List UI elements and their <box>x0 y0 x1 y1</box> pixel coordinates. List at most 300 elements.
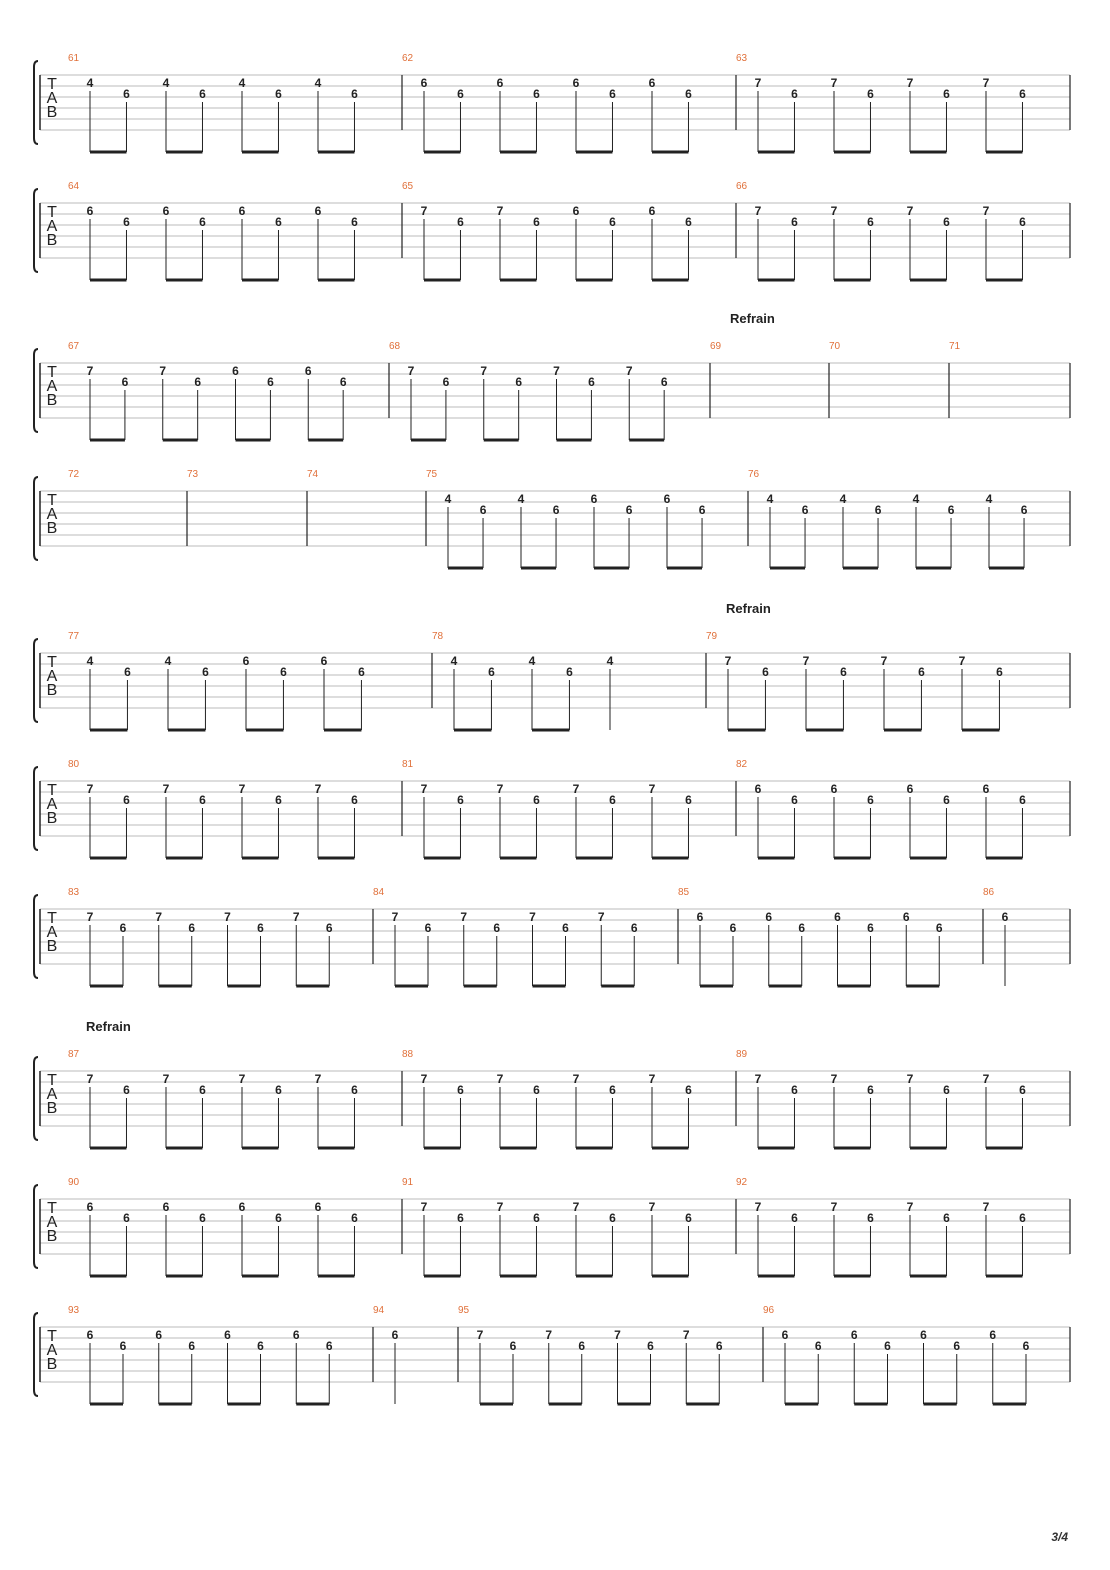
tab-system <box>34 53 1070 152</box>
tab-clef-letter: T <box>47 76 57 93</box>
fret-number: 4 <box>606 654 614 668</box>
fret-number: 6 <box>457 215 464 229</box>
measure-number: 84 <box>373 887 385 898</box>
fret-number: 7 <box>460 910 468 924</box>
fret-number: 7 <box>648 1200 656 1214</box>
fret-number: 6 <box>609 215 616 229</box>
tab-clef-letter: T <box>47 1200 57 1217</box>
fret-number: 6 <box>943 215 950 229</box>
fret-number: 7 <box>314 782 322 796</box>
tab-clef-letter: T <box>47 1072 57 1089</box>
fret-number: 6 <box>420 76 428 90</box>
fret-number: 6 <box>625 503 633 517</box>
tab-system <box>34 469 1070 568</box>
tab-system <box>34 601 1070 730</box>
fret-number: 7 <box>476 1328 484 1342</box>
measure-number: 74 <box>307 469 319 480</box>
system-bracket <box>34 189 38 272</box>
fret-number: 7 <box>982 204 990 218</box>
fret-number: 6 <box>867 793 874 807</box>
fret-number: 6 <box>533 215 540 229</box>
fret-number: 6 <box>935 921 943 935</box>
tab-clef-letter: T <box>47 204 57 221</box>
measure-number: 73 <box>187 469 199 480</box>
measure-number: 71 <box>949 341 961 352</box>
tab-clef-letter: T <box>47 492 57 509</box>
fret-number: 6 <box>791 1211 798 1225</box>
fret-number: 6 <box>648 76 656 90</box>
fret-number: 6 <box>566 665 573 679</box>
tab-clef-letter: B <box>46 1228 58 1245</box>
page-number: 3/4 <box>1051 1530 1068 1544</box>
fret-number: 7 <box>802 654 810 668</box>
fret-number: 4 <box>86 76 94 90</box>
fret-number: 6 <box>791 793 798 807</box>
fret-number: 4 <box>985 492 993 506</box>
fret-number: 7 <box>724 654 732 668</box>
measure-number: 76 <box>748 469 760 480</box>
fret-number: 6 <box>830 782 838 796</box>
tab-clef-letter: B <box>46 104 58 121</box>
fret-number: 6 <box>424 921 432 935</box>
fret-number: 6 <box>590 492 598 506</box>
fret-number: 4 <box>238 76 246 90</box>
fret-number: 7 <box>545 1328 553 1342</box>
fret-number: 6 <box>119 1339 127 1353</box>
fret-number: 7 <box>572 1072 580 1086</box>
fret-number: 7 <box>958 654 966 668</box>
fret-number: 6 <box>1019 793 1026 807</box>
tab-clef-letter: T <box>47 1328 57 1345</box>
fret-number: 6 <box>867 1083 874 1097</box>
tab-clef-letter: A <box>46 1342 58 1359</box>
fret-number: 7 <box>648 1072 656 1086</box>
tab-clef-letter: B <box>46 810 58 827</box>
fret-number: 6 <box>533 1211 540 1225</box>
tab-clef-letter: A <box>46 1086 58 1103</box>
fret-number: 6 <box>162 1200 170 1214</box>
fret-number: 6 <box>953 1339 961 1353</box>
fret-number: 6 <box>1019 1211 1026 1225</box>
fret-number: 6 <box>242 654 250 668</box>
fret-number: 7 <box>238 782 246 796</box>
fret-number: 6 <box>238 204 246 218</box>
fret-number: 6 <box>791 215 798 229</box>
fret-number: 6 <box>867 87 874 101</box>
fret-number: 6 <box>479 503 487 517</box>
fret-number: 6 <box>314 204 322 218</box>
system-bracket <box>34 639 38 722</box>
section-marker: Refrain <box>730 311 775 326</box>
fret-number: 6 <box>572 76 580 90</box>
fret-number: 6 <box>996 665 1003 679</box>
fret-number: 6 <box>982 782 990 796</box>
fret-number: 6 <box>123 793 130 807</box>
fret-number: 6 <box>867 921 874 935</box>
fret-number: 6 <box>781 1328 789 1342</box>
measure-number: 80 <box>68 759 80 770</box>
measure-number: 83 <box>68 887 80 898</box>
fret-number: 6 <box>754 782 762 796</box>
fret-number: 6 <box>304 364 312 378</box>
fret-number: 6 <box>351 215 358 229</box>
fret-number: 6 <box>609 1211 616 1225</box>
fret-number: 6 <box>199 215 206 229</box>
fret-number: 6 <box>275 215 282 229</box>
fret-number: 6 <box>457 793 464 807</box>
fret-number: 6 <box>267 375 274 389</box>
measure-number: 64 <box>68 181 80 192</box>
fret-number: 6 <box>533 87 540 101</box>
fret-number: 6 <box>660 375 668 389</box>
fret-number: 7 <box>572 782 580 796</box>
tab-clef-letter: B <box>46 1356 58 1373</box>
fret-number: 7 <box>982 76 990 90</box>
fret-number: 6 <box>238 1200 246 1214</box>
fret-number: 6 <box>292 1328 300 1342</box>
fret-number: 7 <box>682 1328 690 1342</box>
tab-clef-letter: A <box>46 378 58 395</box>
fret-number: 6 <box>947 503 955 517</box>
fret-number: 6 <box>202 665 209 679</box>
fret-number: 7 <box>553 364 560 378</box>
fret-number: 6 <box>509 1339 517 1353</box>
fret-number: 4 <box>517 492 525 506</box>
measure-number: 89 <box>736 1049 748 1060</box>
fret-number: 6 <box>801 503 809 517</box>
fret-number: 7 <box>529 910 536 924</box>
fret-number: 6 <box>798 921 806 935</box>
fret-number: 6 <box>124 665 131 679</box>
fret-number: 6 <box>572 204 580 218</box>
fret-number: 4 <box>528 654 536 668</box>
fret-number: 7 <box>314 1072 322 1086</box>
measure-number: 81 <box>402 759 414 770</box>
fret-number: 6 <box>123 215 130 229</box>
fret-number: 7 <box>86 364 94 378</box>
fret-number: 6 <box>86 204 94 218</box>
fret-number: 6 <box>280 665 287 679</box>
fret-number: 6 <box>765 910 773 924</box>
fret-number: 6 <box>188 921 196 935</box>
fret-number: 7 <box>420 782 428 796</box>
fret-number: 7 <box>880 654 888 668</box>
fret-number: 7 <box>496 204 504 218</box>
fret-number: 6 <box>325 921 333 935</box>
fret-number: 6 <box>275 1083 282 1097</box>
fret-number: 7 <box>982 1200 990 1214</box>
fret-number: 7 <box>86 910 94 924</box>
fret-number: 6 <box>339 375 347 389</box>
fret-number: 6 <box>884 1339 891 1353</box>
tab-system <box>34 311 1070 440</box>
fret-number: 7 <box>906 1072 914 1086</box>
fret-number: 6 <box>850 1328 858 1342</box>
fret-number: 6 <box>496 76 504 90</box>
fret-number: 6 <box>86 1328 94 1342</box>
fret-number: 7 <box>86 1072 94 1086</box>
tab-clef-letter: B <box>46 938 58 955</box>
system-bracket <box>34 767 38 850</box>
fret-number: 6 <box>609 793 616 807</box>
tab-system <box>34 181 1070 280</box>
tab-system <box>34 1019 1070 1148</box>
measure-number: 85 <box>678 887 690 898</box>
fret-number: 7 <box>754 1072 762 1086</box>
fret-number: 6 <box>920 1328 927 1342</box>
fret-number: 7 <box>480 364 488 378</box>
fret-number: 4 <box>164 654 172 668</box>
fret-number: 6 <box>119 921 127 935</box>
fret-number: 7 <box>906 1200 914 1214</box>
fret-number: 6 <box>989 1328 997 1342</box>
measure-number: 63 <box>736 53 748 64</box>
fret-number: 4 <box>162 76 170 90</box>
fret-number: 7 <box>420 1072 428 1086</box>
measure-number: 61 <box>68 53 80 64</box>
measure-number: 66 <box>736 181 748 192</box>
fret-number: 6 <box>325 1339 333 1353</box>
measure-number: 96 <box>763 1305 775 1316</box>
fret-number: 6 <box>199 793 206 807</box>
tab-system <box>34 759 1070 858</box>
fret-number: 4 <box>86 654 94 668</box>
fret-number: 6 <box>488 665 495 679</box>
fret-number: 6 <box>791 1083 798 1097</box>
fret-number: 6 <box>123 1083 130 1097</box>
fret-number: 6 <box>257 921 264 935</box>
fret-number: 6 <box>351 1211 358 1225</box>
measure-number: 75 <box>426 469 438 480</box>
fret-number: 6 <box>351 793 358 807</box>
fret-number: 7 <box>754 76 762 90</box>
fret-number: 6 <box>86 1200 94 1214</box>
fret-number: 4 <box>444 492 452 506</box>
fret-number: 6 <box>696 910 704 924</box>
tab-system <box>34 887 1070 986</box>
fret-number: 6 <box>194 375 202 389</box>
fret-number: 6 <box>533 793 540 807</box>
fret-number: 6 <box>867 215 874 229</box>
fret-number: 6 <box>814 1339 822 1353</box>
measure-number: 82 <box>736 759 748 770</box>
fret-number: 6 <box>199 87 206 101</box>
fret-number: 7 <box>830 76 838 90</box>
fret-number: 6 <box>121 375 129 389</box>
fret-number: 7 <box>391 910 399 924</box>
system-bracket <box>34 895 38 978</box>
tab-clef-letter: A <box>46 924 58 941</box>
tab-clef-letter: B <box>46 232 58 249</box>
fret-number: 7 <box>648 782 656 796</box>
fret-number: 6 <box>918 665 925 679</box>
tab-clef-letter: B <box>46 1100 58 1117</box>
tab-clef-letter: T <box>47 782 57 799</box>
tab-clef-letter: B <box>46 392 58 409</box>
fret-number: 6 <box>493 921 501 935</box>
fret-number: 6 <box>1001 910 1009 924</box>
system-bracket <box>34 477 38 560</box>
fret-number: 6 <box>943 1083 950 1097</box>
fret-number: 4 <box>766 492 774 506</box>
system-bracket <box>34 1185 38 1268</box>
fret-number: 4 <box>314 76 322 90</box>
system-bracket <box>34 1313 38 1396</box>
fret-number: 6 <box>1022 1339 1030 1353</box>
measure-number: 65 <box>402 181 414 192</box>
measure-number: 95 <box>458 1305 470 1316</box>
measure-number: 93 <box>68 1305 80 1316</box>
fret-number: 7 <box>830 204 838 218</box>
fret-number: 6 <box>1019 87 1026 101</box>
fret-number: 7 <box>830 1072 838 1086</box>
fret-number: 4 <box>912 492 920 506</box>
fret-number: 6 <box>123 1211 130 1225</box>
fret-number: 6 <box>943 793 950 807</box>
fret-number: 6 <box>199 1083 206 1097</box>
fret-number: 6 <box>552 503 560 517</box>
fret-number: 6 <box>663 492 671 506</box>
system-bracket <box>34 349 38 432</box>
measure-number: 91 <box>402 1177 414 1188</box>
fret-number: 7 <box>420 204 428 218</box>
tab-clef-letter: T <box>47 364 57 381</box>
fret-number: 6 <box>199 1211 206 1225</box>
fret-number: 7 <box>162 782 170 796</box>
fret-number: 7 <box>754 1200 762 1214</box>
section-marker: Refrain <box>86 1019 131 1034</box>
fret-number: 7 <box>159 364 167 378</box>
fret-number: 7 <box>830 1200 838 1214</box>
fret-number: 6 <box>791 87 798 101</box>
fret-number: 7 <box>597 910 605 924</box>
tab-clef-letter: B <box>46 682 58 699</box>
fret-number: 4 <box>450 654 458 668</box>
tab-clef-letter: T <box>47 654 57 671</box>
tab-clef-letter: T <box>47 910 57 927</box>
fret-number: 6 <box>609 1083 616 1097</box>
fret-number: 6 <box>232 364 239 378</box>
fret-number: 6 <box>588 375 595 389</box>
tab-clef-letter: B <box>46 520 58 537</box>
fret-number: 6 <box>257 1339 264 1353</box>
fret-number: 6 <box>685 1083 692 1097</box>
measure-number: 86 <box>983 887 995 898</box>
fret-number: 7 <box>86 782 94 796</box>
measure-number: 69 <box>710 341 722 352</box>
measure-number: 94 <box>373 1305 385 1316</box>
fret-number: 7 <box>496 1072 504 1086</box>
measure-number: 90 <box>68 1177 80 1188</box>
fret-number: 6 <box>834 910 841 924</box>
measure-number: 70 <box>829 341 841 352</box>
tab-clef-letter: A <box>46 796 58 813</box>
fret-number: 6 <box>902 910 910 924</box>
fret-number: 6 <box>685 1211 692 1225</box>
measure-number: 88 <box>402 1049 414 1060</box>
system-bracket <box>34 61 38 144</box>
tab-clef-letter: A <box>46 668 58 685</box>
fret-number: 6 <box>715 1339 723 1353</box>
fret-number: 6 <box>320 654 328 668</box>
measure-number: 72 <box>68 469 80 480</box>
fret-number: 7 <box>572 1200 580 1214</box>
measure-number: 68 <box>389 341 401 352</box>
fret-number: 6 <box>1019 1083 1026 1097</box>
fret-number: 6 <box>685 87 692 101</box>
system-bracket <box>34 1057 38 1140</box>
fret-number: 6 <box>155 1328 163 1342</box>
fret-number: 7 <box>614 1328 621 1342</box>
fret-number: 7 <box>407 364 415 378</box>
fret-number: 6 <box>533 1083 540 1097</box>
fret-number: 6 <box>867 1211 874 1225</box>
fret-number: 7 <box>754 204 762 218</box>
measure-number: 62 <box>402 53 414 64</box>
fret-number: 6 <box>457 1083 464 1097</box>
fret-number: 6 <box>351 87 358 101</box>
fret-number: 6 <box>943 1211 950 1225</box>
fret-number: 6 <box>648 204 656 218</box>
fret-number: 6 <box>162 204 170 218</box>
fret-number: 7 <box>292 910 300 924</box>
fret-number: 6 <box>358 665 365 679</box>
fret-number: 6 <box>188 1339 196 1353</box>
fret-number: 6 <box>123 87 130 101</box>
fret-number: 6 <box>906 782 914 796</box>
fret-number: 7 <box>162 1072 170 1086</box>
measure-number: 77 <box>68 631 80 642</box>
fret-number: 6 <box>275 1211 282 1225</box>
tab-clef-letter: A <box>46 218 58 235</box>
tab-clef-letter: A <box>46 506 58 523</box>
measure-number: 92 <box>736 1177 748 1188</box>
fret-number: 6 <box>224 1328 231 1342</box>
fret-number: 7 <box>224 910 231 924</box>
section-marker: Refrain <box>726 601 771 616</box>
measure-number: 79 <box>706 631 718 642</box>
fret-number: 7 <box>496 782 504 796</box>
measure-number: 87 <box>68 1049 80 1060</box>
fret-number: 6 <box>391 1328 399 1342</box>
fret-number: 6 <box>275 87 282 101</box>
fret-number: 7 <box>420 1200 428 1214</box>
fret-number: 6 <box>1020 503 1028 517</box>
fret-number: 7 <box>982 1072 990 1086</box>
fret-number: 6 <box>515 375 523 389</box>
fret-number: 7 <box>625 364 633 378</box>
fret-number: 6 <box>609 87 616 101</box>
fret-number: 6 <box>314 1200 322 1214</box>
fret-number: 6 <box>874 503 882 517</box>
fret-number: 6 <box>442 375 450 389</box>
fret-number: 4 <box>839 492 847 506</box>
fret-number: 7 <box>906 76 914 90</box>
measure-number: 78 <box>432 631 444 642</box>
measure-number: 67 <box>68 341 80 352</box>
tab-clef-letter: A <box>46 90 58 107</box>
tab-system <box>34 1305 1070 1404</box>
fret-number: 7 <box>496 1200 504 1214</box>
fret-number: 6 <box>578 1339 586 1353</box>
fret-number: 6 <box>943 87 950 101</box>
fret-number: 6 <box>698 503 706 517</box>
fret-number: 7 <box>238 1072 246 1086</box>
fret-number: 6 <box>729 921 737 935</box>
fret-number: 6 <box>457 87 464 101</box>
fret-number: 6 <box>840 665 847 679</box>
fret-number: 7 <box>155 910 163 924</box>
